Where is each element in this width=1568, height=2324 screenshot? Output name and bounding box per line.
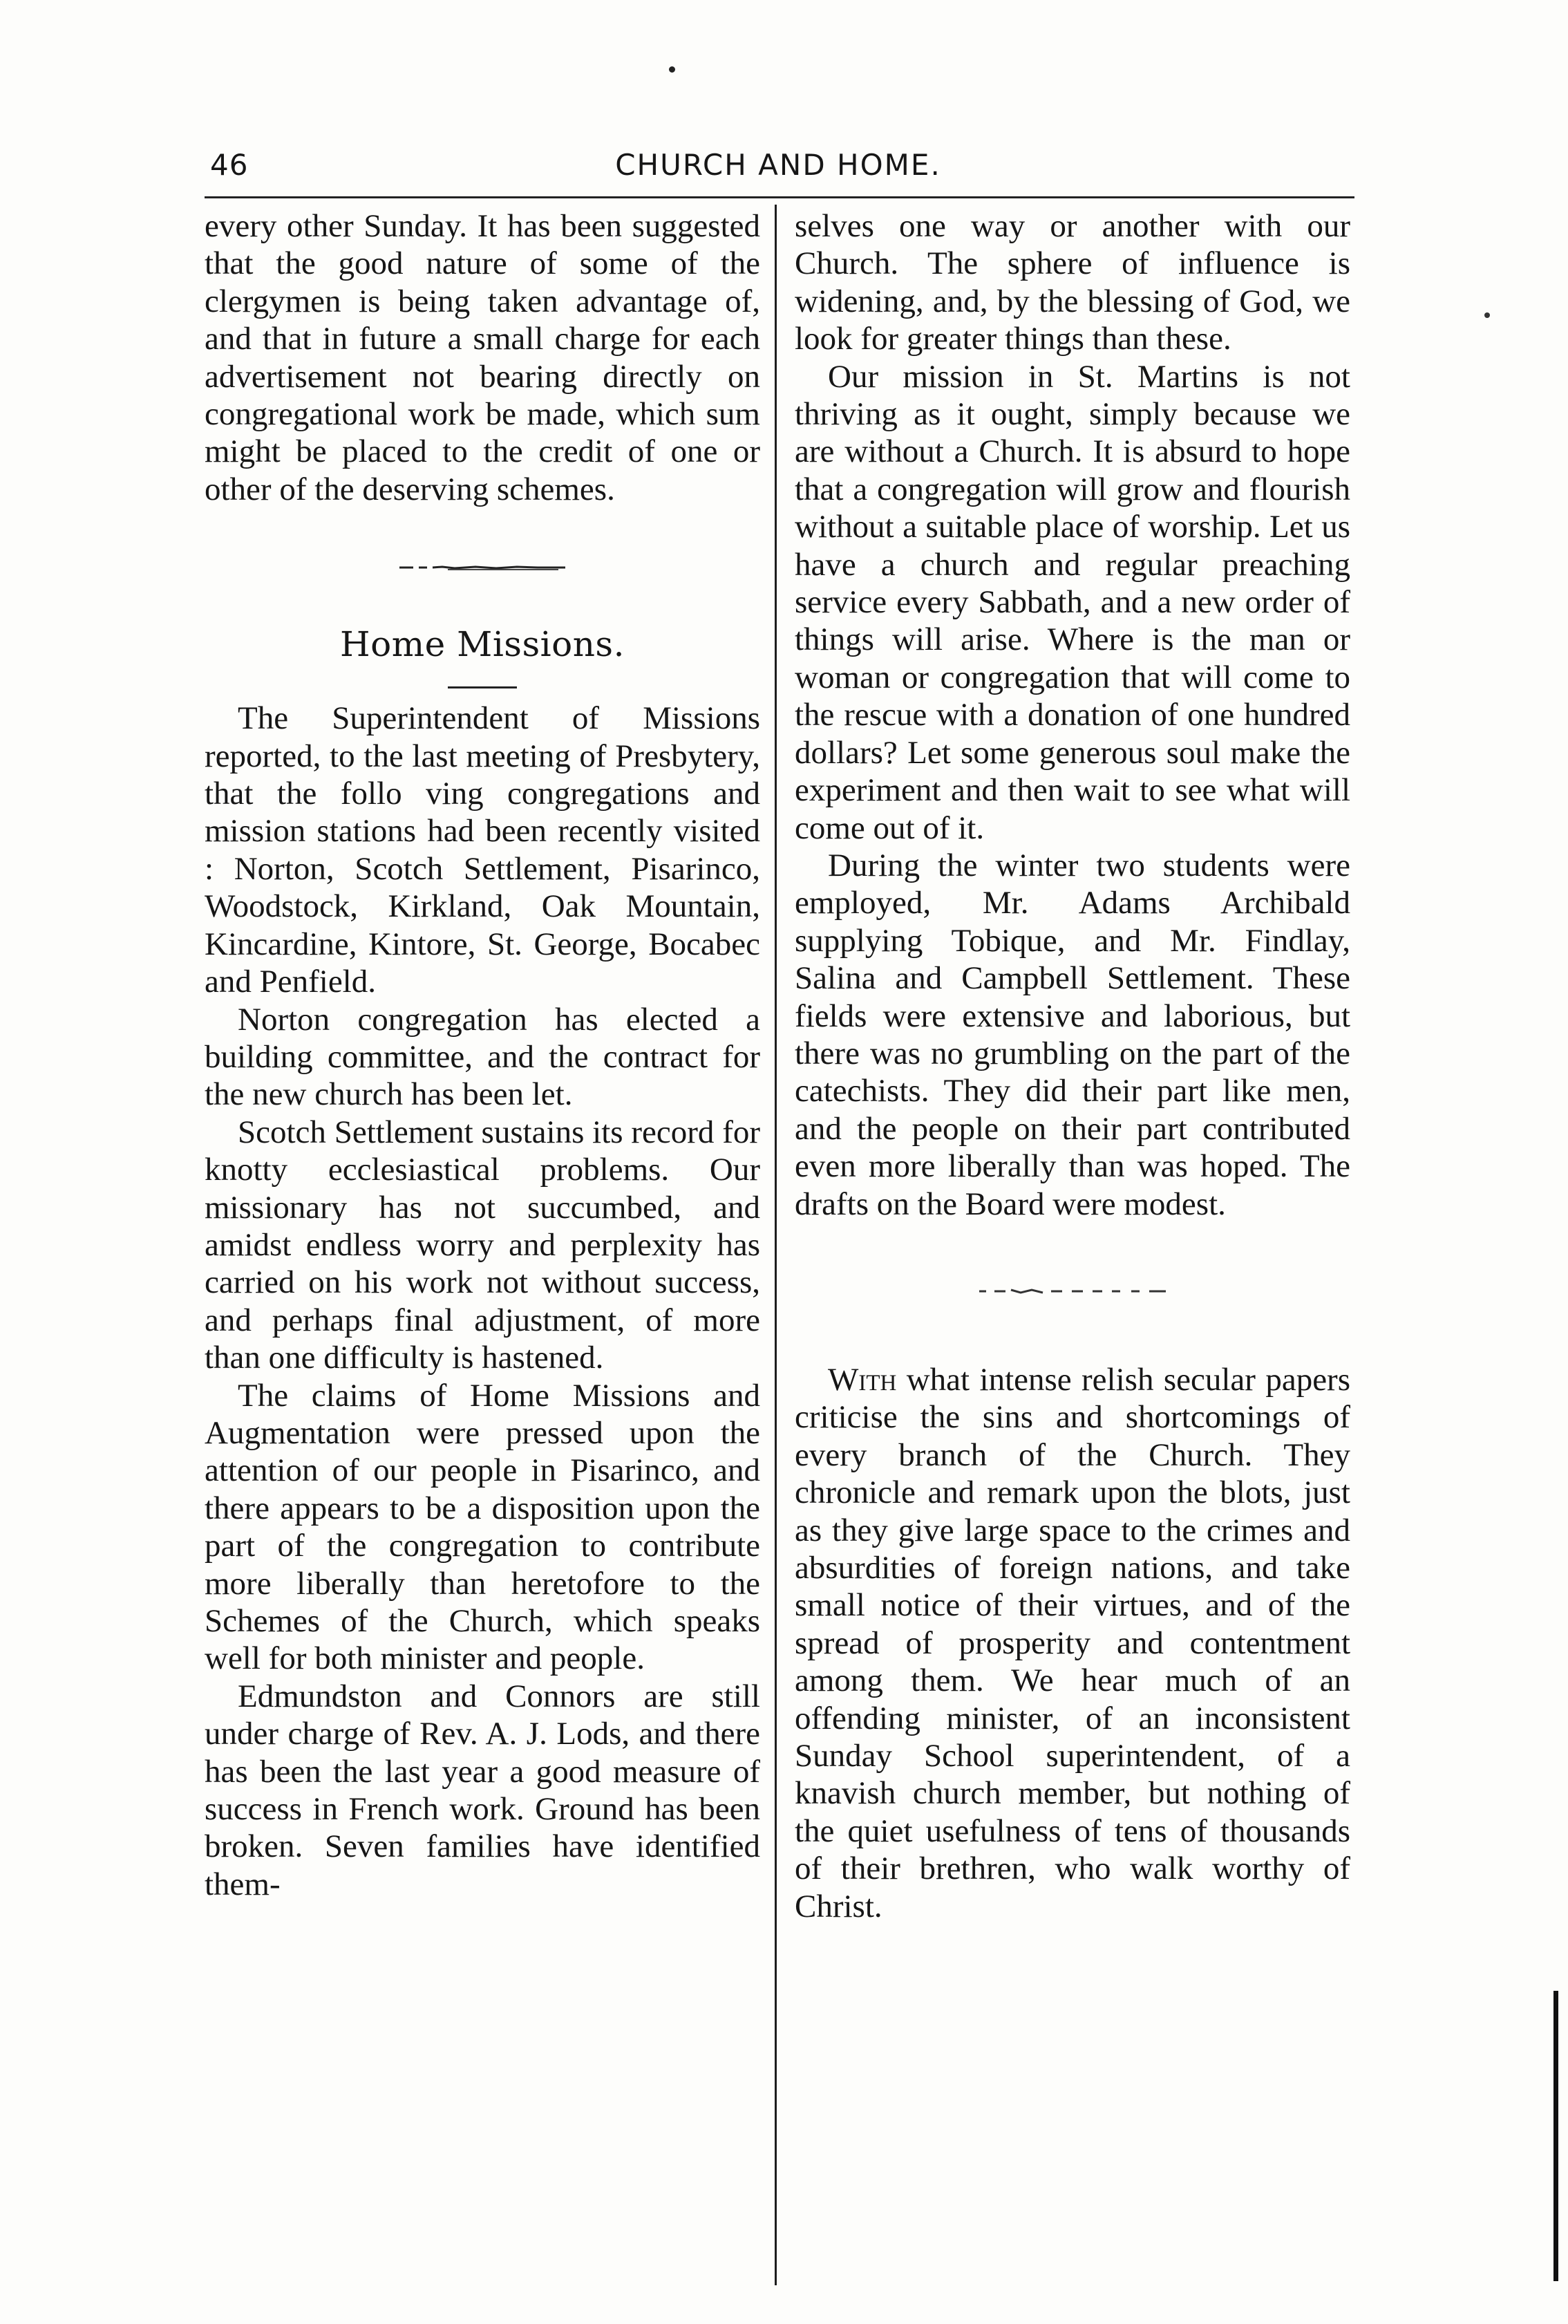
paragraph: Scotch Settlement sustains its record for knotty ecclesiastical problems. Our missionary has not succumbed, and amidst endless worry and perplexity has carried on his work not without success, and perhaps final adjustment, of more than one difficulty is hastened. (205, 1114, 760, 1376)
left-column (205, 207, 760, 1903)
running-title: CHURCH AND HOME. (615, 148, 941, 182)
paragraph: Edmundston and Connors are still under charge of Rev. A. J. Lods, and there has been the last year a good measure of success in French work. Ground has been broken. Seven families have identified them- (205, 1678, 760, 1902)
ornament-dashes-icon (979, 1286, 1166, 1296)
lead-word: With (828, 1361, 897, 1398)
column-divider (775, 205, 777, 2285)
paragraph-body: what intense relish secular papers criticise the sins and shortcomings of every branch of the Church. They chronicle and remark upon the blots, just as they give large space to the crimes and absurdities of foreign nations, and take small notice of their virtues, and of the spread of prosperity and contentment among them. We hear much of an offending minister, of an inconsistent Sunday School superintendent, of a knavish church member, but nothing of the quiet usefulness of tens of thousands of their brethren, who walk worthy of Christ. (795, 1361, 1350, 1924)
ink-speck (669, 66, 675, 73)
section-heading: Home Missions. (340, 624, 625, 665)
paragraph: The Superintendent of Missions reported, to the last meeting of Presbytery, that the follo ving congregations and mission stations had been recently visited : Norton, Scotch Settlement, Pisarinco, Woodstock, Kirkland, Oak Mountain, Kincardine, Kintore, St. George, Bocabec and Penfield. (205, 700, 760, 1000)
paragraph: The claims of Home Missions and Augmentation were pressed upon the attention of our people in Pisarinco, and there appears to be a disposition upon the part of the congregation to contribute more liberally than heretofore to the Schemes of the Church, which speaks well for both minister and people. (205, 1377, 760, 1677)
paragraph: every other Sunday. It has been suggested that the good nature of some of the clergymen is being taken advantage of, and that in future a small charge for each advertisement not bearing directly on congregational work be made, which sum might be placed to the credit of one or other of the deserving schemes. (205, 208, 760, 507)
paragraph (795, 1361, 1350, 1925)
page-header (205, 148, 1352, 196)
paragraph: Norton congregation has elected a building committee, and the contract for the new church has been let. (205, 1001, 760, 1113)
paragraph: Our mission in St. Martins is not thriving as it ought, simply because we are without a Church. It is absurd to hope that a congregation will grow and flourish without a suitable place of worship. Let us have a church and regular preaching service every Sabbath, and a new order of things will arise. Where is the man or woman or congregation that will come to the rescue with a donation of one hundred dollars? Let some generous soul make the experiment and then wait to see what will come out of it. (795, 358, 1350, 846)
heading-rule (448, 686, 517, 688)
paragraph: During the winter two students were employed, Mr. Adams Archibald supplying Tobique, and Mr. Findlay, Salina and Campbell Settlement. These fields were extensive and laborious, but there was no grumbling on the part of the catechists. They did their part like men, and the people on their part contributed even more liberally than was hoped. The drafts on the Board were modest. (795, 847, 1350, 1222)
page-number: 46 (210, 148, 249, 182)
right-column (795, 207, 1350, 1925)
paragraph: selves one way or another with our Church. The sphere of influence is widening, and, by the blessing of God, we look for greater things than these. (795, 208, 1350, 357)
section-ornament (205, 508, 760, 626)
ornament-rule-icon (399, 563, 565, 572)
ink-speck (1484, 312, 1490, 318)
scan-edge-mark (1553, 1991, 1558, 2281)
section-ornament (795, 1223, 1350, 1361)
header-rule (205, 196, 1354, 198)
